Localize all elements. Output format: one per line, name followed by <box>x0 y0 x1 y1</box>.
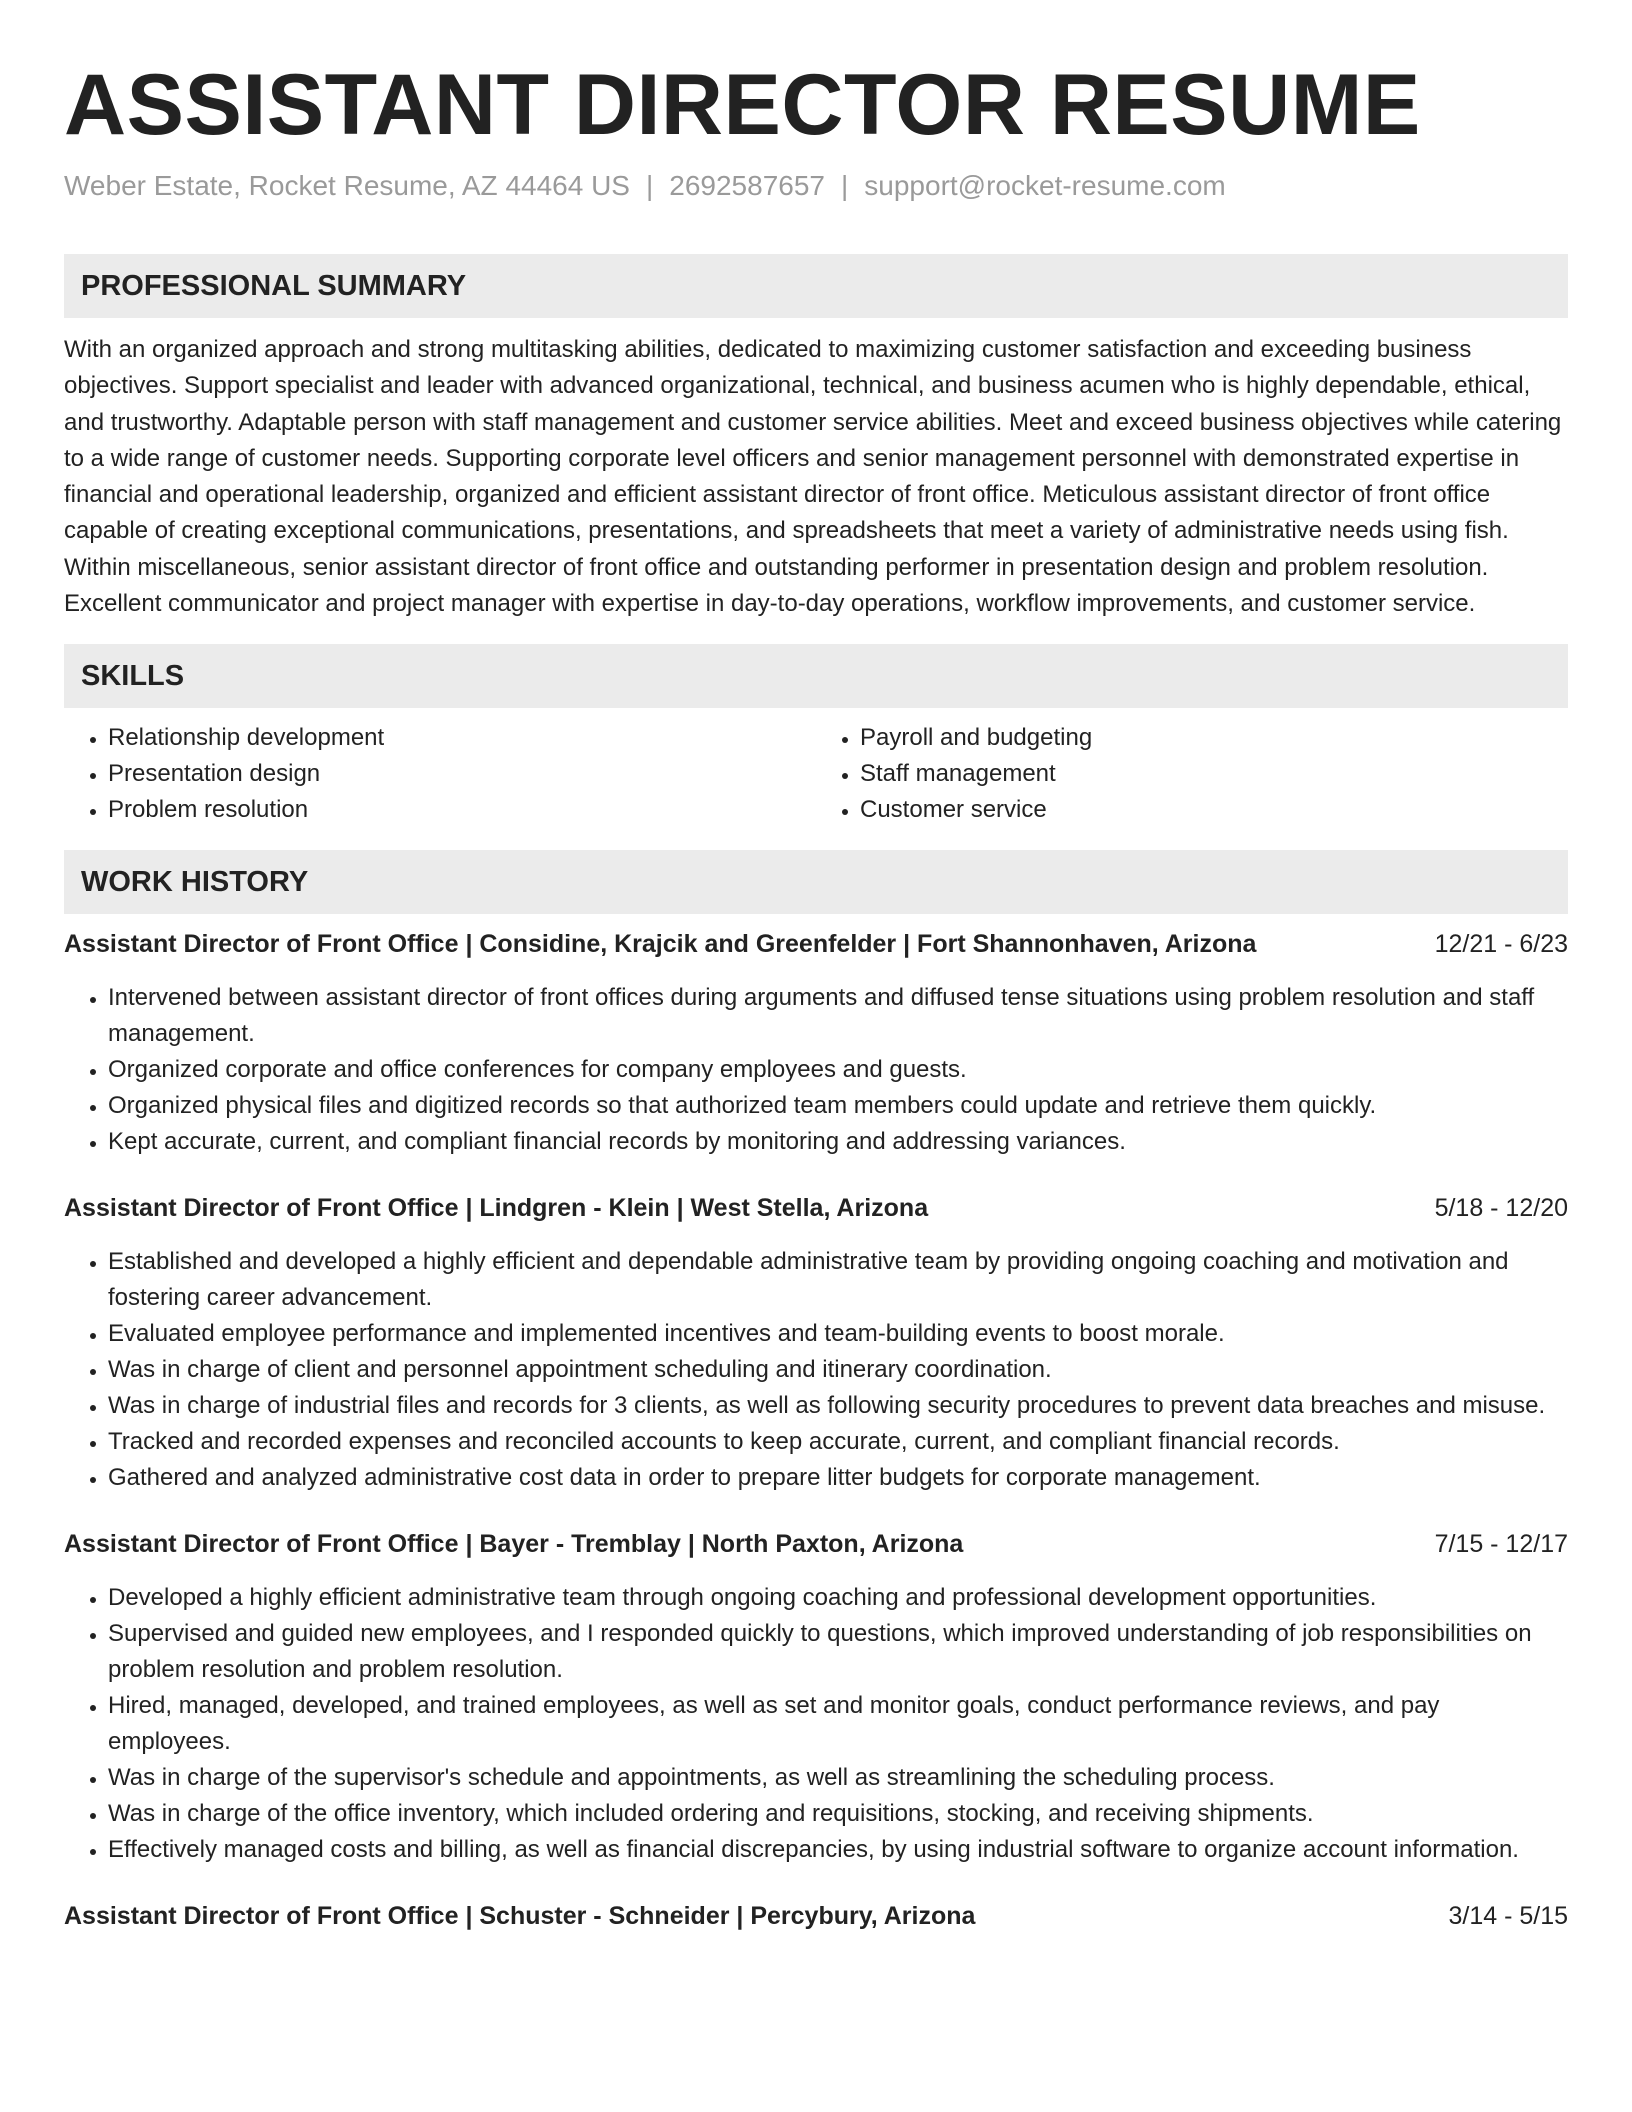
job-bullet: • Organized corporate and office conferences for company employees and guests. <box>108 1052 1568 1088</box>
job-entry <box>64 1526 1568 1868</box>
job-entry <box>64 1898 1568 1934</box>
skill-item: • Problem resolution <box>108 792 816 828</box>
job-title: Assistant Director of Front Office | Bayer - Tremblay | North Paxton, Arizona <box>64 1530 964 1559</box>
skill-item: • Presentation design <box>108 756 816 792</box>
contact-email: support@rocket-resume.com <box>864 170 1226 201</box>
job-bullet: • Was in charge of client and personnel appointment scheduling and itinerary coordination. <box>108 1352 1568 1388</box>
job-dates: 12/21 - 6/23 <box>1434 930 1568 959</box>
job-bullet: • Supervised and guided new employees, and I responded quickly to questions, which improved understanding of job responsibilities on problem resolution and problem resolution. <box>108 1616 1568 1688</box>
job-header <box>64 926 1568 962</box>
summary-text: With an organized approach and strong multitasking abilities, dedicated to maximizing customer satisfaction and exceeding business objectives. Support specialist and leader with advanced organizational, technical, and business acumen who is highly dependable, ethical, and trustworthy. Adaptable person with staff management and customer service abilities. Meet and exceed business objectives while catering to a wide range of customer needs. Supporting corporate level officers and senior management personnel with demonstrated expertise in financial and operational leadership, organized and efficient assistant director of front office. Meticulous assistant director of front office capable of creating exceptional communications, presentations, and spreadsheets that meet a variety of administrative needs using fish. Within miscellaneous, senior assistant director of front office and outstanding performer in presentation design and problem resolution. Excellent communicator and project manager with expertise in day-to-day operations, workflow improvements, and customer service. <box>64 336 1562 618</box>
skills-section-header: SKILLS <box>64 644 1568 708</box>
job-entry <box>64 926 1568 1160</box>
job-bullet: • Effectively managed costs and billing, as well as financial discrepancies, by using industrial software to organize account information. <box>108 1832 1568 1868</box>
skill-item: • Staff management <box>860 756 1568 792</box>
job-header <box>64 1526 1568 1562</box>
skill-item: • Payroll and budgeting <box>860 720 1568 756</box>
summary-section-header: PROFESSIONAL SUMMARY <box>64 254 1568 318</box>
contact-separator: | <box>841 170 849 201</box>
job-bullet: • Was in charge of the office inventory, which included ordering and requisitions, stocking, and receiving shipments. <box>108 1796 1568 1832</box>
job-dates: 7/15 - 12/17 <box>1434 1530 1568 1559</box>
job-bullet: • Gathered and analyzed administrative cost data in order to prepare litter budgets for corporate management. <box>108 1460 1568 1496</box>
job-title: Assistant Director of Front Office | Considine, Krajcik and Greenfelder | Fort Shannonhaven, Arizona <box>64 930 1257 959</box>
skills-list <box>64 720 1568 828</box>
job-bullet: • Hired, managed, developed, and trained employees, as well as set and monitor goals, conduct performance reviews, and pay employees. <box>108 1688 1568 1760</box>
job-bullet: • Developed a highly efficient administrative team through ongoing coaching and professional development opportunities. <box>108 1580 1568 1616</box>
job-bullet-list <box>64 980 1568 1160</box>
resume-title: ASSISTANT DIRECTOR RESUME <box>64 57 1421 153</box>
skill-item: • Customer service <box>860 792 1568 828</box>
job-bullet: • Intervened between assistant director of front offices during arguments and diffused tense situations using problem resolution and staff management. <box>108 980 1568 1052</box>
work-history-section-header: WORK HISTORY <box>64 850 1568 914</box>
skills-column-left <box>64 720 816 828</box>
job-bullet-list <box>64 1580 1568 1868</box>
job-bullet: • Evaluated employee performance and implemented incentives and team-building events to boost morale. <box>108 1316 1568 1352</box>
contact-address: Weber Estate, Rocket Resume, AZ 44464 US <box>64 170 630 201</box>
contact-line <box>64 168 1568 204</box>
job-bullet: • Tracked and recorded expenses and reconciled accounts to keep accurate, current, and compliant financial records. <box>108 1424 1568 1460</box>
job-dates: 3/14 - 5/15 <box>1448 1902 1568 1931</box>
skills-column-right <box>816 720 1568 828</box>
job-dates: 5/18 - 12/20 <box>1434 1194 1568 1223</box>
job-bullet-list <box>64 1244 1568 1496</box>
job-bullet: • Was in charge of industrial files and records for 3 clients, as well as following security procedures to prevent data breaches and misuse. <box>108 1388 1568 1424</box>
job-title: Assistant Director of Front Office | Lindgren - Klein | West Stella, Arizona <box>64 1194 929 1223</box>
contact-phone: 2692587657 <box>669 170 825 201</box>
job-header <box>64 1190 1568 1226</box>
job-header <box>64 1898 1568 1934</box>
job-entry <box>64 1190 1568 1496</box>
job-bullet: • Organized physical files and digitized records so that authorized team members could update and retrieve them quickly. <box>108 1088 1568 1124</box>
job-bullet: • Was in charge of the supervisor's schedule and appointments, as well as streamlining the scheduling process. <box>108 1760 1568 1796</box>
skill-item: • Relationship development <box>108 720 816 756</box>
contact-separator: | <box>645 170 654 201</box>
job-bullet: • Established and developed a highly efficient and dependable administrative team by providing ongoing coaching and motivation and fostering career advancement. <box>108 1244 1568 1316</box>
job-title: Assistant Director of Front Office | Schuster - Schneider | Percybury, Arizona <box>64 1902 976 1931</box>
job-bullet: • Kept accurate, current, and compliant financial records by monitoring and addressing variances. <box>108 1124 1568 1160</box>
